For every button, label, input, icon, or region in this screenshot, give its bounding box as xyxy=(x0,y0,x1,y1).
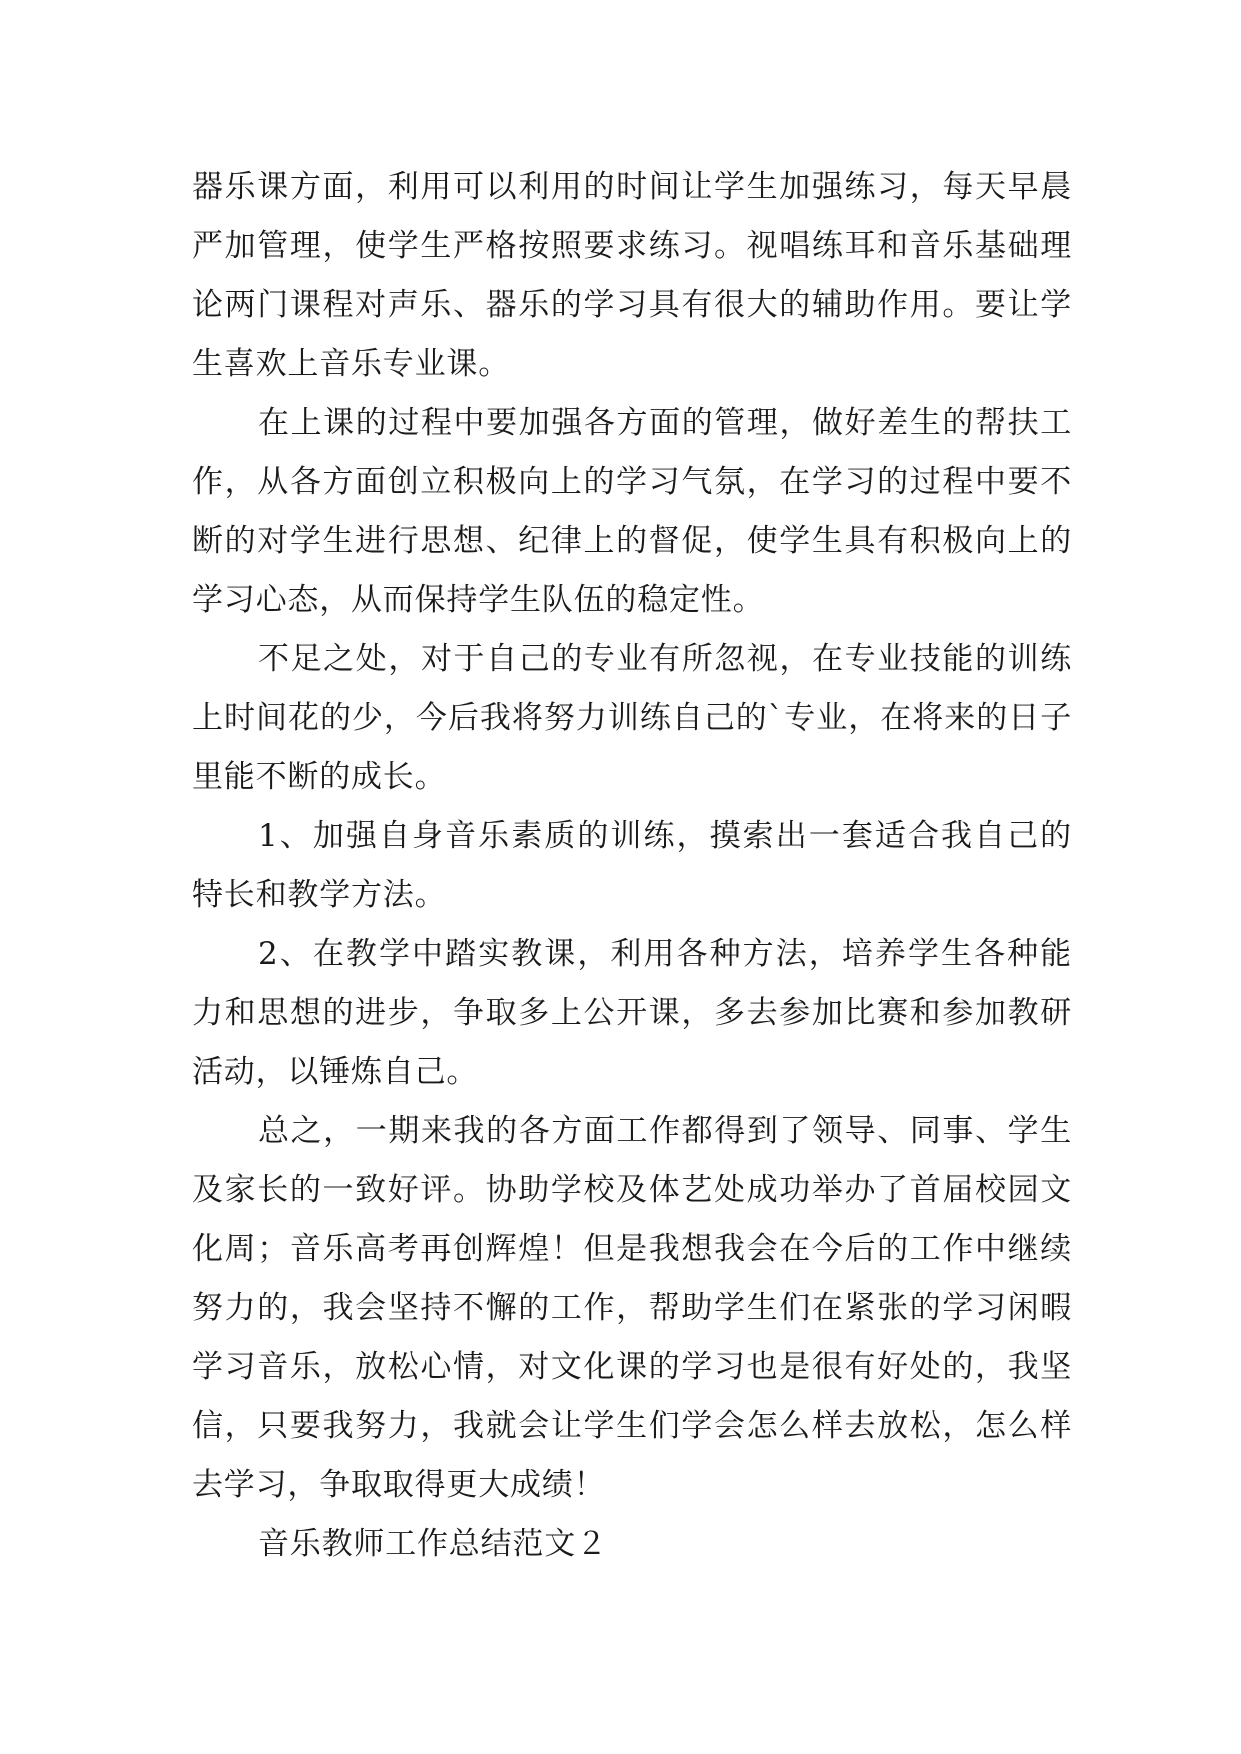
paragraph-class-management: 在上课的过程中要加强各方面的管理，做好差生的帮扶工作，从各方面创立积极向上的学习气氛，在学习的过程中要不断的对学生进行思想、纪律上的督促，使学生具有积极向上的学习心态，从而保持学生队伍的稳定性。 xyxy=(192,405,1072,618)
paragraph-plan-item-2: 2、在教学中踏实教课，利用各种方法，培养学生各种能力和思想的进步，争取多上公开课，多去参加比赛和参加教研活动，以锤炼自己。 xyxy=(192,936,1072,1090)
paragraph-shortcomings: 不足之处，对于自己的专业有所忽视，在专业技能的训练上时间花的少，今后我将努力训练自己的`专业，在将来的日子里能不断的成长。 xyxy=(192,641,1072,795)
paragraph-conclusion: 总之，一期来我的各方面工作都得到了领导、同事、学生及家长的一致好评。协助学校及体艺处成功举办了首届校园文化周；音乐高考再创辉煌！但是我想我会在今后的工作中继续努力的，我会坚持不懈的工作，帮助学生们在紧张的学习闲暇学习音乐，放松心情，对文化课的学习也是很有好处的，我坚信，只要我努力，我就会让学生们学会怎么样去放松，怎么样去学习，争取取得更大成绩！ xyxy=(192,1113,1072,1503)
paragraph-instrumental-course: 器乐课方面，利用可以利用的时间让学生加强练习，每天早晨严加管理，使学生严格按照要求练习。视唱练耳和音乐基础理论两门课程对声乐、器乐的学习具有很大的辅助作用。要让学生喜欢上音乐专业课。 xyxy=(192,169,1072,382)
section-heading: 音乐教师工作总结范文２ xyxy=(258,1526,608,1562)
document-body xyxy=(192,158,1072,1574)
paragraph-plan-item-1: 1、加强自身音乐素质的训练，摸索出一套适合我自己的特长和教学方法。 xyxy=(192,818,1072,913)
